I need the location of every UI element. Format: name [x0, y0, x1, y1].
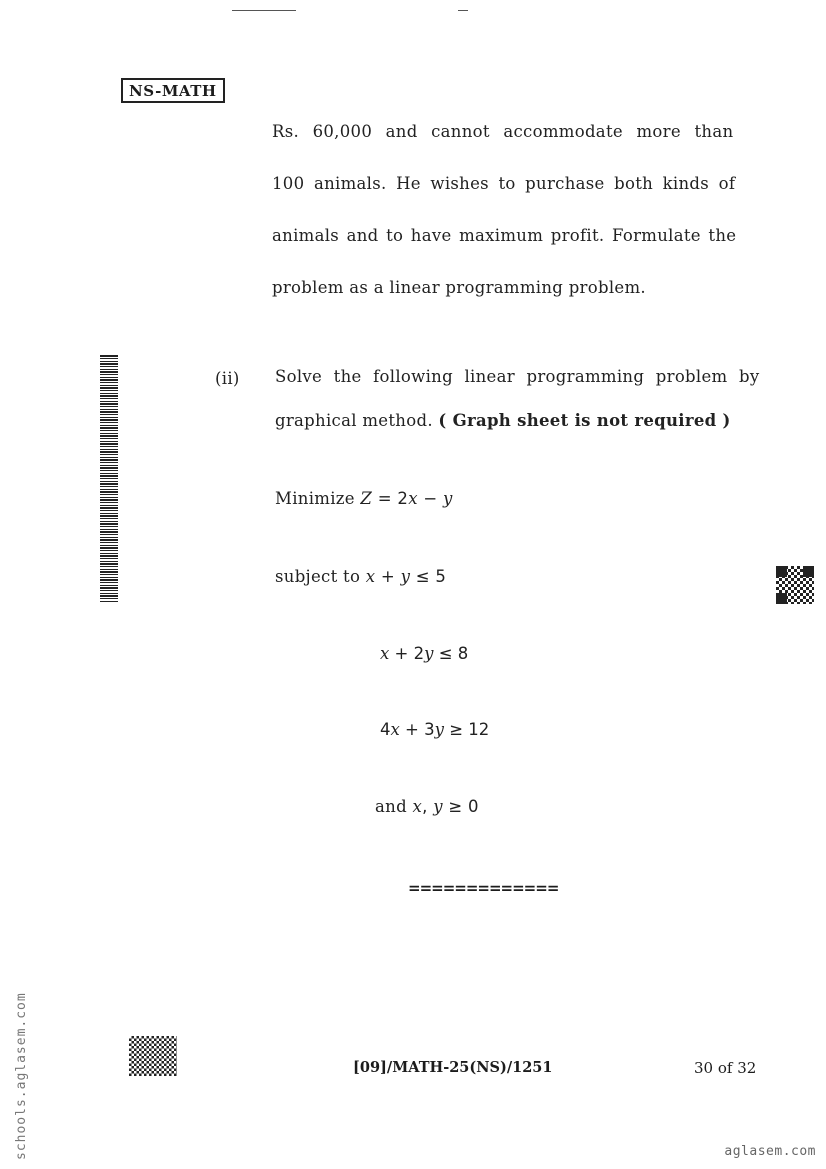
end-divider: ============= [408, 879, 559, 897]
paper-code: [09]/MATH-25(NS)/1251 [353, 1059, 553, 1076]
scan-mark [232, 10, 296, 11]
problem-line-4: problem as a linear programming problem. [272, 278, 646, 297]
objective-expression: Z = 2x − y [360, 489, 453, 508]
non-negativity-constraint: x, y ≥ 0 [412, 797, 479, 816]
non-negativity-row [375, 797, 479, 816]
side-watermark: schools.aglasem.com [14, 992, 29, 1160]
objective-label: Minimize [275, 489, 355, 508]
constraint-2: x + 2y ≤ 8 [380, 644, 469, 663]
constraint-row-1 [275, 567, 446, 586]
part-label: (ii) [215, 369, 240, 388]
subject-to-label: subject to [275, 567, 361, 586]
qr-code [776, 566, 814, 604]
problem-line-1: Rs. 60,000 and cannot accommodate more than [272, 122, 734, 141]
corner-watermark: aglasem.com [724, 1144, 816, 1159]
part-ii-line-2-text: graphical method. [275, 411, 433, 430]
scan-mark [458, 10, 468, 11]
problem-line-3: animals and to have maximum profit. Formulate the [272, 226, 737, 245]
and-label: and [375, 797, 407, 816]
subject-code-box: NS-MATH [121, 78, 225, 103]
page-number: 30 of 32 [694, 1059, 757, 1077]
graph-note: ( Graph sheet is not required ) [438, 411, 731, 430]
constraint-1: x + y ≤ 5 [365, 567, 447, 586]
problem-line-2: 100 animals. He wishes to purchase both kinds of [272, 174, 736, 193]
part-ii-line-1: Solve the following linear programming problem by [275, 367, 760, 386]
constraint-3: 4x + 3y ≥ 12 [380, 720, 490, 739]
part-ii-line-2 [275, 411, 731, 430]
barcode [100, 355, 118, 603]
objective-row [275, 489, 453, 508]
qr-code [129, 1036, 177, 1076]
